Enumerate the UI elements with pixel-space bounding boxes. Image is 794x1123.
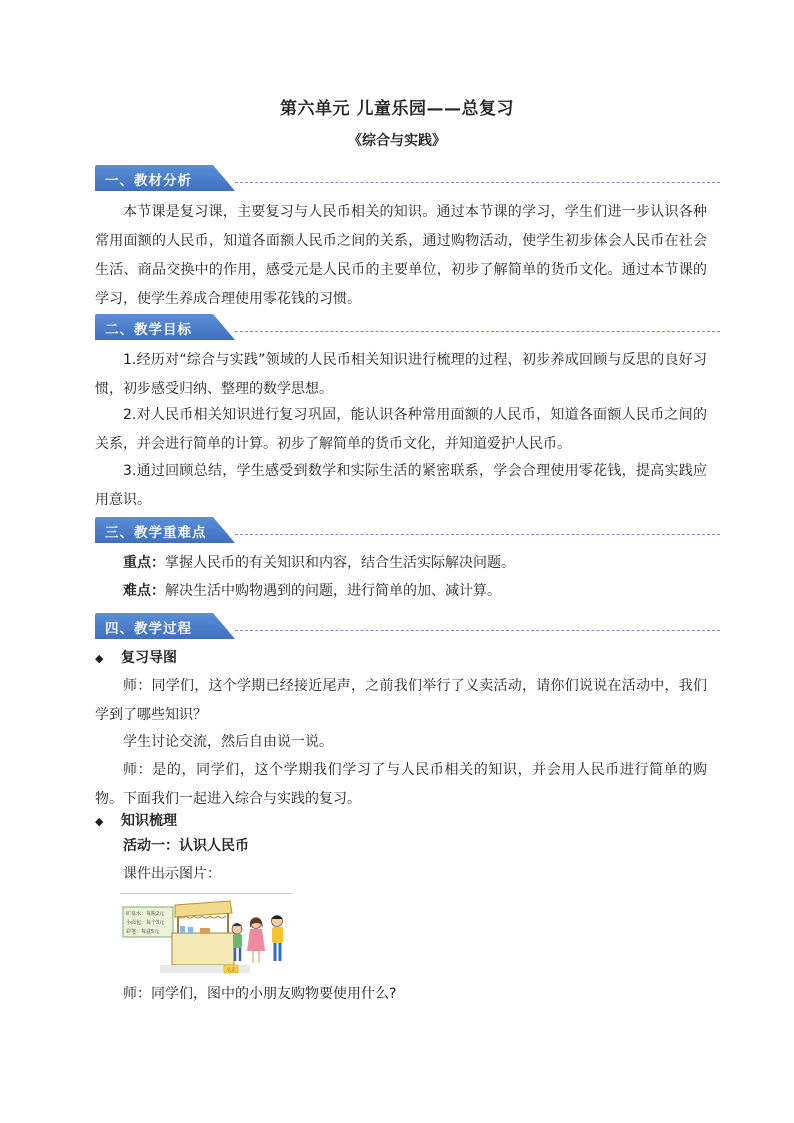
sign-line: 彩笔：每盒5元	[126, 929, 160, 935]
review-heading	[95, 648, 177, 669]
key-text: 掌握人民币的有关知识和内容，结合生活实际解决问题。	[165, 555, 515, 571]
sign-line: 小面包：每个3元	[126, 920, 165, 926]
courseware-line: 课件出示图片：	[123, 866, 221, 882]
section-label: 四、教学过程	[105, 621, 192, 637]
teacher-line: 师：是的，同学们，这个学期我们学习了与人民币相关的知识，并会用人民币进行简单的购物。下面我们一起进入综合与实践的复习。	[95, 762, 707, 807]
section-heading-analysis	[95, 165, 720, 193]
section-heading-objectives	[95, 314, 720, 342]
key-label: 重点：	[123, 555, 165, 571]
sign-line: 矿泉水：每瓶2元	[126, 911, 165, 917]
knowledge-heading-text: 知识梳理	[121, 813, 177, 829]
knowledge-heading	[95, 811, 177, 832]
review-heading-text: 复习导图	[121, 650, 177, 666]
dashed-divider	[235, 182, 720, 183]
stall-awning	[175, 901, 232, 917]
page-subtitle: 《综合与实践》	[348, 133, 446, 149]
dashed-divider	[235, 534, 720, 535]
students-line: 学生讨论交流，然后自由说一说。	[123, 734, 333, 750]
diamond-bullet-icon: ◆	[95, 815, 104, 828]
difficult-point-line	[95, 577, 707, 606]
analysis-paragraph: 本节课是复习课，主要复习与人民币相关的知识。通过本节课的学习，学生们进一步认识各种常用面额的人民币，知道各面额人民币之间的关系，通过购物活动，使学生初步体会人民币在社会生活、商品交换中的作用，感受元是人民币的主要单位，初步了解简单的货币文化。通过本节课的学习，使学生养成合理使用零花钱的习惯。	[95, 204, 707, 307]
objective-item: 1.经历对“综合与实践”领域的人民币相关知识进行梳理的过程，初步养成回顾与反思的良好习惯，初步感受归纳、整理的数学思想。	[95, 352, 707, 397]
teacher-line: 师：同学们，图中的小朋友购物要使用什么?	[123, 986, 397, 1002]
difficult-label: 难点：	[123, 583, 165, 599]
section-label: 三、教学重难点	[105, 525, 207, 541]
key-point-line	[95, 549, 707, 578]
section-heading-process	[95, 613, 720, 641]
stall-label: 义卖	[226, 967, 237, 974]
difficult-text: 解决生活中购物遇到的问题，进行简单的加、减计算。	[165, 583, 501, 599]
teacher-line: 师：同学们，这个学期已经接近尾声，之前我们举行了义卖活动，请你们说说在活动中，我们学到了哪些知识？	[95, 678, 707, 723]
objective-item: 2.对人民币相关知识进行复习巩固，能认识各种常用面额的人民币，知道各面额人民币之间的关系，并会进行简单的计算。初步了解简单的货币文化，并知道爱护人民币。	[95, 407, 707, 452]
diamond-bullet-icon: ◆	[95, 652, 104, 665]
objective-item: 3.通过回顾总结，学生感受到数学和实际生活的紧密联系，学会合理使用零花钱，提高实践应用意识。	[95, 463, 707, 508]
dashed-divider	[235, 630, 720, 631]
section-heading-key-points	[95, 517, 720, 545]
stall-counter	[172, 933, 234, 965]
dashed-divider	[235, 331, 720, 332]
section-label: 一、教材分析	[105, 173, 192, 189]
section-label: 二、教学目标	[105, 322, 192, 338]
page-title: 第六单元 儿童乐园——总复习	[280, 99, 514, 119]
activity-heading: 活动一：认识人民币	[123, 838, 249, 854]
charity-sale-illustration	[120, 893, 292, 975]
